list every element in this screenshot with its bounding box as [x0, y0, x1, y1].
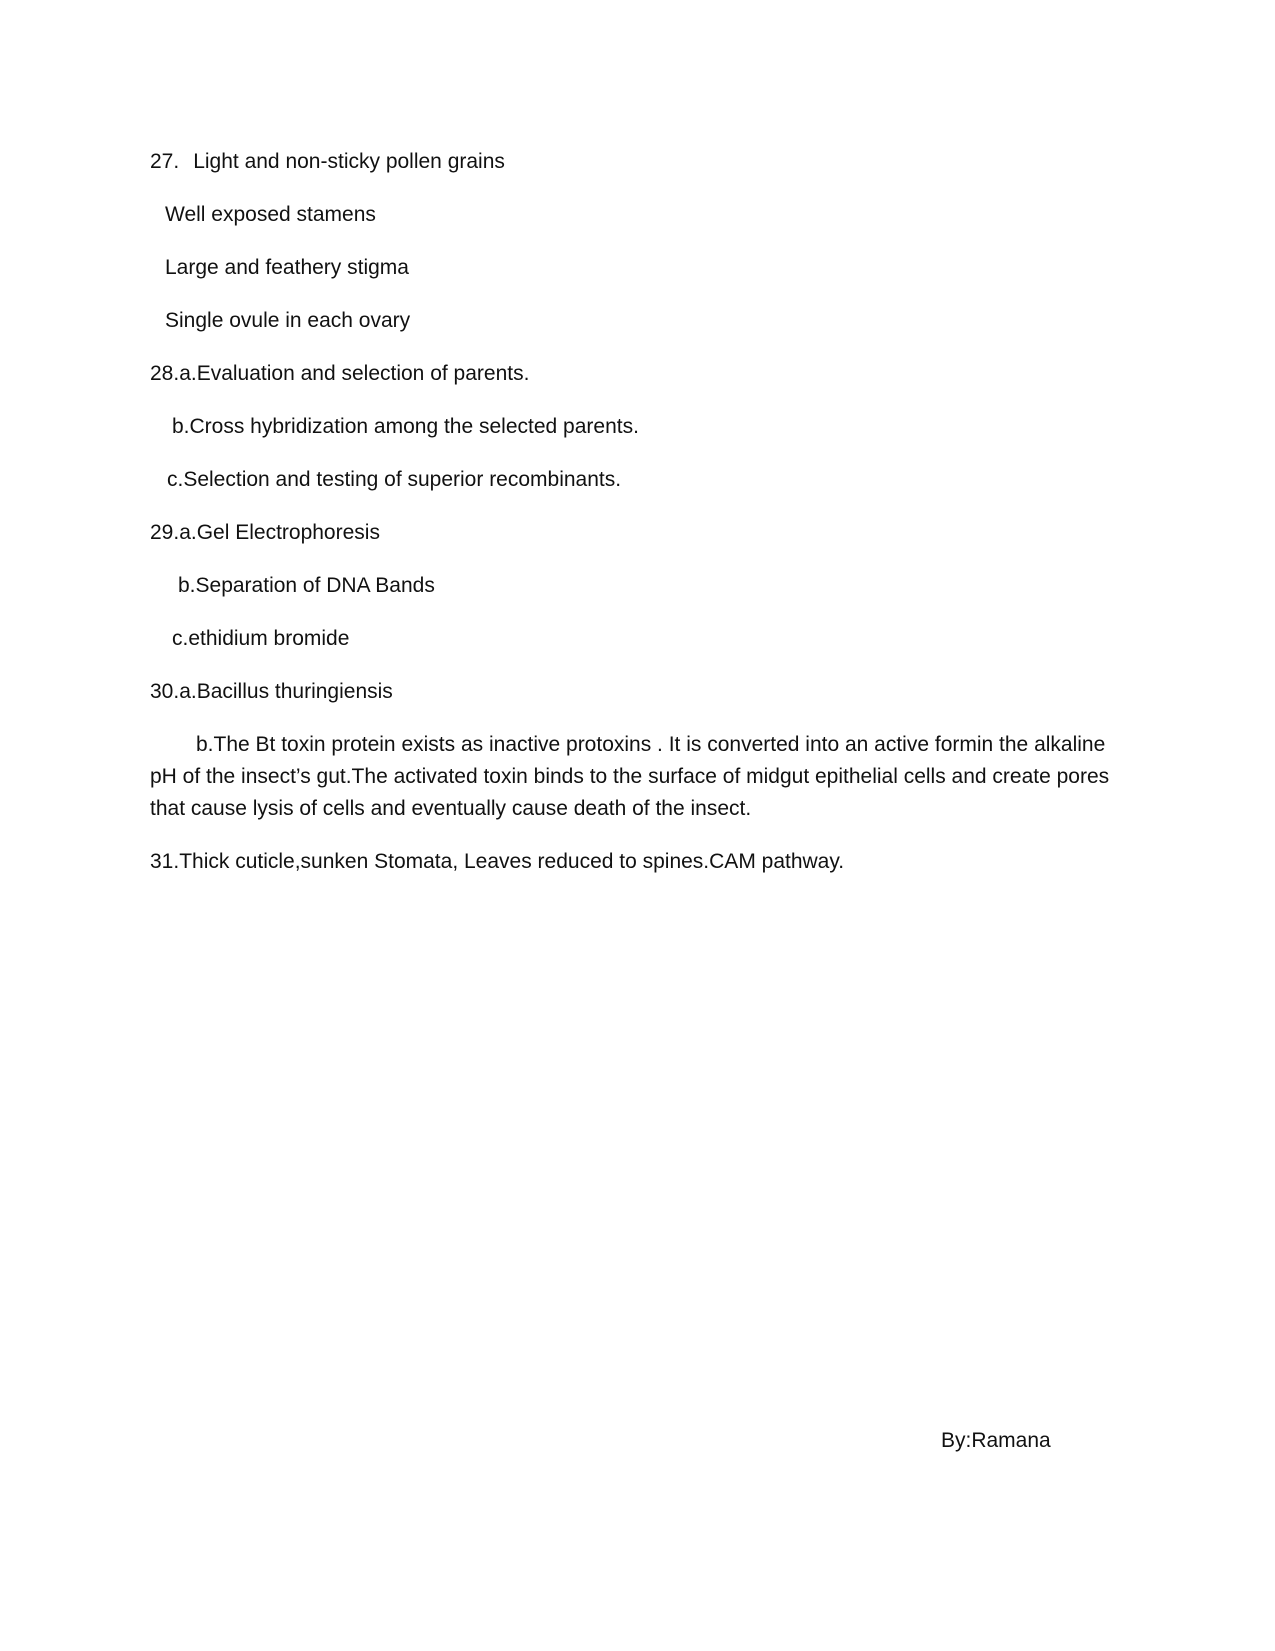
q28-a: 28.a.Evaluation and selection of parents.: [150, 362, 530, 385]
q29-a: 29.a.Gel Electrophoresis: [150, 521, 380, 544]
q29-b: b.Separation of DNA Bands: [178, 574, 435, 597]
q27-number: 27.: [150, 150, 180, 173]
q27-item-3: Large and feathery stigma: [165, 256, 409, 279]
q27-item-2: Well exposed stamens: [165, 203, 376, 226]
q28-b: b.Cross hybridization among the selected parents.: [172, 415, 639, 438]
q30-a: 30.a.Bacillus thuringiensis: [150, 680, 393, 703]
q27-line-1: [150, 149, 505, 175]
q31: 31.Thick cuticle,sunken Stomata, Leaves reduced to spines.CAM pathway.: [150, 850, 845, 873]
q29-c: c.ethidium bromide: [172, 627, 350, 650]
q27-item-4: Single ovule in each ovary: [165, 309, 411, 332]
author-signature: By:Ramana: [941, 1429, 1051, 1452]
q28-c: c.Selection and testing of superior recombinants.: [167, 468, 622, 491]
q27-item-1: Light and non-sticky pollen grains: [193, 150, 505, 173]
q30-b-text: b.The Bt toxin protein exists as inactive protoxins . It is converted into an active formin the alkaline pH of the insect’s gut.The activated toxin binds to the surface of midgut epithelial cells and create pores that cause lysis of cells and eventually cause death of the insect.: [150, 733, 1110, 820]
q30-b-paragraph: [150, 729, 1125, 825]
